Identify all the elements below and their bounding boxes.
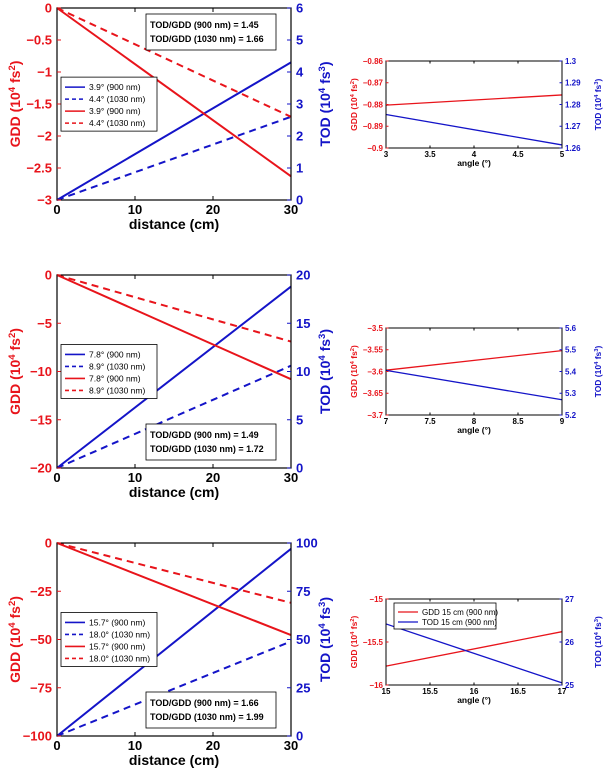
y-left-axis-label bbox=[349, 78, 359, 131]
axis-label-part: TOD (10 bbox=[317, 360, 333, 415]
x-tick-label: 4 bbox=[471, 150, 477, 159]
y-left-tick-label: −0.86 bbox=[362, 56, 383, 66]
axis-label-part: fs bbox=[7, 606, 23, 623]
axis-label-part: GDD (10 bbox=[349, 364, 359, 398]
y-right-axis-label bbox=[317, 61, 334, 146]
annotation-text: TOD/GDD (900 nm) = 1.45 bbox=[150, 20, 259, 30]
y-left-tick-label: −3.65 bbox=[362, 389, 383, 399]
y-right-tick-label: 50 bbox=[296, 632, 311, 648]
y-right-tick-label: 0 bbox=[296, 728, 304, 744]
y-right-tick-label: 1 bbox=[296, 160, 304, 176]
x-tick-label: 20 bbox=[205, 202, 221, 217]
y-left-tick-label: −0.88 bbox=[362, 100, 383, 110]
axis-label-part: ) bbox=[317, 328, 333, 334]
chart-panel-2 bbox=[349, 57, 603, 168]
y-right-tick-label: 5.3 bbox=[565, 389, 577, 399]
y-right-axis-label bbox=[593, 616, 603, 668]
x-tick-label: 20 bbox=[205, 470, 221, 485]
x-tick-label: 16.5 bbox=[510, 687, 526, 696]
axis-label-superscript: 4 bbox=[350, 631, 356, 635]
series-line-1 bbox=[386, 95, 562, 105]
axis-label-part: ) bbox=[317, 61, 333, 67]
legend-label: 3.9° (900 nm) bbox=[89, 106, 141, 117]
chart-panel-4 bbox=[349, 324, 603, 435]
legend-label: 15.7° (900 nm) bbox=[89, 617, 146, 628]
series-line-2 bbox=[386, 115, 562, 145]
y-right-tick-label: 27 bbox=[565, 594, 574, 604]
axis-label-part: ) bbox=[317, 596, 333, 602]
y-right-tick-label: 1.3 bbox=[565, 56, 577, 66]
x-tick-label: 0 bbox=[53, 470, 61, 485]
axis-label-part: TOD (10 bbox=[593, 97, 603, 131]
chart-panel-5 bbox=[7, 536, 334, 768]
axis-label-part: GDD (10 bbox=[349, 97, 359, 131]
y-left-tick-label: −1.5 bbox=[26, 96, 52, 112]
y-left-tick-label: −20 bbox=[29, 460, 52, 476]
axis-label-superscript: 3 bbox=[594, 348, 600, 352]
y-right-tick-label: 3 bbox=[296, 96, 304, 112]
axis-label-superscript: 4 bbox=[6, 86, 18, 93]
y-right-tick-label: 4 bbox=[296, 64, 304, 80]
y-left-tick-label: −3.5 bbox=[367, 323, 383, 333]
y-right-tick-label: 5 bbox=[296, 32, 304, 48]
series-line-1 bbox=[386, 351, 562, 371]
y-left-tick-label: −100 bbox=[22, 728, 52, 744]
axis-label-part: TOD (10 bbox=[317, 93, 333, 147]
y-left-axis-label bbox=[349, 345, 359, 398]
y-left-tick-label: −0.89 bbox=[362, 122, 383, 132]
annotation-text: TOD/GDD (900 nm) = 1.66 bbox=[150, 698, 259, 708]
axis-label-part: fs bbox=[593, 351, 603, 362]
chart-panel-3 bbox=[7, 268, 334, 500]
x-tick-label: 4.5 bbox=[512, 150, 524, 159]
x-tick-label: 9 bbox=[559, 417, 565, 426]
y-right-tick-label: 6 bbox=[296, 0, 304, 16]
x-tick-label: 30 bbox=[283, 470, 299, 485]
y-left-tick-label: −3.55 bbox=[362, 345, 383, 355]
x-tick-label: 0 bbox=[53, 202, 61, 217]
y-left-tick-label: −15.5 bbox=[362, 637, 383, 647]
y-right-axis-label bbox=[593, 79, 603, 131]
y-right-tick-label: 0 bbox=[296, 460, 304, 476]
axis-label-part: ) bbox=[7, 60, 23, 66]
legend-label: 4.4° (1030 nm) bbox=[89, 118, 146, 129]
y-right-axis-label bbox=[317, 597, 334, 682]
y-right-tick-label: 10 bbox=[296, 364, 311, 380]
plot-frame bbox=[386, 328, 562, 415]
y-left-tick-label: −3.6 bbox=[367, 367, 383, 377]
axis-label-superscript: 3 bbox=[316, 333, 328, 339]
axis-label-superscript: 3 bbox=[594, 81, 600, 85]
y-left-tick-label: −25 bbox=[29, 583, 52, 599]
y-right-tick-label: 15 bbox=[296, 315, 311, 331]
y-right-tick-label: 25 bbox=[565, 680, 574, 690]
axis-label-superscript: 2 bbox=[350, 618, 356, 622]
y-left-tick-label: −1 bbox=[37, 64, 52, 80]
axis-label-superscript: 2 bbox=[6, 65, 18, 71]
x-tick-label: 16 bbox=[469, 687, 479, 696]
y-left-tick-label: −75 bbox=[29, 680, 52, 696]
axis-label-superscript: 4 bbox=[316, 355, 328, 361]
legend-label: 4.4° (1030 nm) bbox=[89, 94, 146, 105]
annotation-text: TOD/GDD (900 nm) = 1.49 bbox=[150, 430, 259, 440]
series-line-1 bbox=[386, 632, 562, 666]
axis-label-part: TOD (10 bbox=[317, 628, 333, 683]
x-axis-label: distance (cm) bbox=[128, 216, 220, 232]
x-axis-label: distance (cm) bbox=[128, 484, 220, 500]
x-tick-label: 10 bbox=[127, 470, 143, 485]
y-left-tick-label: −15 bbox=[369, 594, 383, 604]
axis-label-superscript: 4 bbox=[350, 94, 356, 98]
series-line-2 bbox=[386, 370, 562, 399]
y-right-tick-label: 5 bbox=[296, 412, 304, 428]
legend-label: GDD 15 cm (900 nm) bbox=[422, 608, 499, 617]
chart-panel-1 bbox=[7, 1, 334, 232]
legend-label: 8.9° (1030 nm) bbox=[89, 361, 146, 372]
y-left-tick-label: −15 bbox=[29, 412, 52, 428]
axis-label-part: TOD (10 bbox=[593, 364, 603, 398]
axis-label-part: fs bbox=[7, 338, 23, 355]
y-left-axis-label bbox=[349, 615, 359, 668]
x-tick-label: 15 bbox=[381, 687, 391, 696]
y-left-tick-label: 0 bbox=[44, 535, 52, 551]
y-left-tick-label: −50 bbox=[29, 632, 52, 648]
y-left-tick-label: −0.9 bbox=[367, 143, 383, 153]
x-tick-label: 3.5 bbox=[424, 150, 436, 159]
x-tick-label: 7 bbox=[383, 417, 389, 426]
plot-frame bbox=[386, 61, 562, 148]
legend-label: 18.0° (1030 nm) bbox=[89, 629, 151, 640]
y-right-tick-label: 75 bbox=[296, 583, 311, 599]
series-line-2 bbox=[386, 624, 562, 683]
y-left-axis-label bbox=[7, 328, 24, 415]
axis-label-part: fs bbox=[317, 338, 333, 356]
axis-label-part: GDD (10 bbox=[7, 627, 23, 683]
axis-label-part: fs bbox=[349, 351, 359, 362]
y-left-tick-label: 0 bbox=[44, 0, 52, 16]
axis-label-part: ) bbox=[593, 616, 603, 620]
axis-label-superscript: 2 bbox=[6, 332, 18, 339]
x-tick-label: 5 bbox=[559, 150, 565, 159]
axis-label-part: ) bbox=[593, 78, 603, 82]
x-tick-label: 10 bbox=[127, 738, 143, 753]
x-tick-label: 30 bbox=[283, 738, 299, 753]
annotation-text: TOD/GDD (1030 nm) = 1.72 bbox=[150, 444, 264, 454]
axis-label-part: ) bbox=[349, 615, 359, 619]
axis-label-part: GDD (10 bbox=[7, 359, 23, 415]
x-axis-label: distance (cm) bbox=[128, 752, 220, 768]
axis-label-part: TOD (10 bbox=[593, 635, 603, 668]
y-left-axis-label bbox=[7, 61, 24, 148]
axis-label-superscript: 4 bbox=[316, 87, 328, 94]
legend-label: 7.8° (900 nm) bbox=[89, 373, 141, 384]
axis-label-superscript: 4 bbox=[6, 622, 18, 628]
y-left-tick-label: −3 bbox=[37, 192, 52, 208]
axis-label-part: fs bbox=[349, 621, 359, 632]
axis-label-part: fs bbox=[317, 71, 333, 88]
x-axis-label: angle (°) bbox=[457, 425, 491, 435]
axis-label-superscript: 3 bbox=[316, 601, 328, 607]
axis-label-superscript: 2 bbox=[350, 347, 356, 352]
axis-label-superscript: 3 bbox=[594, 619, 600, 623]
axis-label-part: ) bbox=[349, 345, 359, 348]
x-tick-label: 8.5 bbox=[512, 417, 524, 426]
x-tick-label: 7.5 bbox=[424, 417, 436, 426]
y-right-tick-label: 1.28 bbox=[565, 100, 581, 110]
y-left-tick-label: −3.7 bbox=[367, 410, 383, 420]
y-right-tick-label: 100 bbox=[296, 535, 318, 551]
y-left-tick-label: −10 bbox=[29, 364, 52, 380]
chart-panel-6 bbox=[349, 595, 603, 705]
y-left-tick-label: 0 bbox=[44, 267, 52, 283]
x-tick-label: 10 bbox=[127, 202, 143, 217]
x-tick-label: 20 bbox=[205, 738, 221, 753]
axis-label-superscript: 4 bbox=[316, 623, 328, 629]
axis-label-part: fs bbox=[317, 606, 333, 624]
axis-label-part: ) bbox=[593, 345, 603, 349]
y-right-tick-label: 5.2 bbox=[565, 410, 577, 420]
annotation-text: TOD/GDD (1030 nm) = 1.99 bbox=[150, 712, 264, 722]
axis-label-superscript: 4 bbox=[594, 632, 600, 636]
y-left-axis-label bbox=[7, 596, 24, 683]
legend-label: 3.9° (900 nm) bbox=[89, 82, 141, 93]
x-tick-label: 30 bbox=[283, 202, 299, 217]
y-right-tick-label: 2 bbox=[296, 128, 304, 144]
y-right-tick-label: 1.26 bbox=[565, 143, 581, 153]
x-tick-label: 3 bbox=[383, 150, 389, 159]
axis-label-part: GDD (10 bbox=[349, 634, 359, 669]
axis-label-superscript: 2 bbox=[350, 80, 356, 85]
y-right-tick-label: 5.6 bbox=[565, 323, 577, 333]
axis-label-superscript: 4 bbox=[594, 361, 600, 365]
axis-label-part: ) bbox=[349, 78, 359, 81]
annotation-text: TOD/GDD (1030 nm) = 1.66 bbox=[150, 34, 264, 44]
y-right-tick-label: 20 bbox=[296, 267, 311, 283]
y-right-tick-label: 1.29 bbox=[565, 78, 581, 88]
axis-label-part: fs bbox=[593, 622, 603, 633]
axis-label-part: ) bbox=[7, 596, 23, 601]
y-right-tick-label: 25 bbox=[296, 680, 311, 696]
axis-label-part: ) bbox=[7, 328, 23, 333]
axis-label-part: fs bbox=[7, 70, 23, 87]
y-left-tick-label: −2 bbox=[37, 128, 52, 144]
legend-label: 7.8° (900 nm) bbox=[89, 349, 141, 360]
y-right-tick-label: 5.5 bbox=[565, 345, 577, 355]
y-right-tick-label: 0 bbox=[296, 192, 304, 208]
x-tick-label: 17 bbox=[557, 687, 567, 696]
axis-label-superscript: 4 bbox=[6, 354, 18, 360]
series-line-4 bbox=[57, 275, 291, 342]
y-right-tick-label: 5.4 bbox=[565, 367, 577, 377]
legend-label: 8.9° (1030 nm) bbox=[89, 385, 146, 396]
axis-label-part: fs bbox=[593, 84, 603, 95]
x-tick-label: 8 bbox=[471, 417, 477, 426]
y-left-tick-label: −2.5 bbox=[26, 160, 52, 176]
axis-label-part: fs bbox=[349, 84, 359, 95]
axis-label-superscript: 4 bbox=[350, 361, 356, 365]
y-right-tick-label: 26 bbox=[565, 637, 574, 647]
y-left-tick-label: −0.87 bbox=[362, 78, 383, 88]
y-right-axis-label bbox=[593, 346, 603, 398]
y-right-axis-label bbox=[317, 329, 334, 414]
legend-label: 18.0° (1030 nm) bbox=[89, 653, 151, 664]
y-left-tick-label: −16 bbox=[369, 680, 383, 690]
y-right-tick-label: 1.27 bbox=[565, 122, 581, 132]
x-tick-label: 15.5 bbox=[422, 687, 438, 696]
y-left-tick-label: −0.5 bbox=[26, 32, 52, 48]
series-line-4 bbox=[57, 543, 291, 603]
axis-label-superscript: 4 bbox=[594, 94, 600, 98]
axis-label-part: GDD (10 bbox=[7, 92, 23, 148]
axis-label-superscript: 3 bbox=[316, 66, 328, 72]
x-tick-label: 0 bbox=[53, 738, 61, 753]
y-left-tick-label: −5 bbox=[37, 315, 52, 331]
axis-label-superscript: 2 bbox=[6, 600, 18, 607]
legend-label: TOD 15 cm (900 nm) bbox=[422, 618, 497, 627]
legend-label: 15.7° (900 nm) bbox=[89, 641, 146, 652]
x-axis-label: angle (°) bbox=[457, 158, 491, 168]
x-axis-label: angle (°) bbox=[457, 695, 491, 705]
